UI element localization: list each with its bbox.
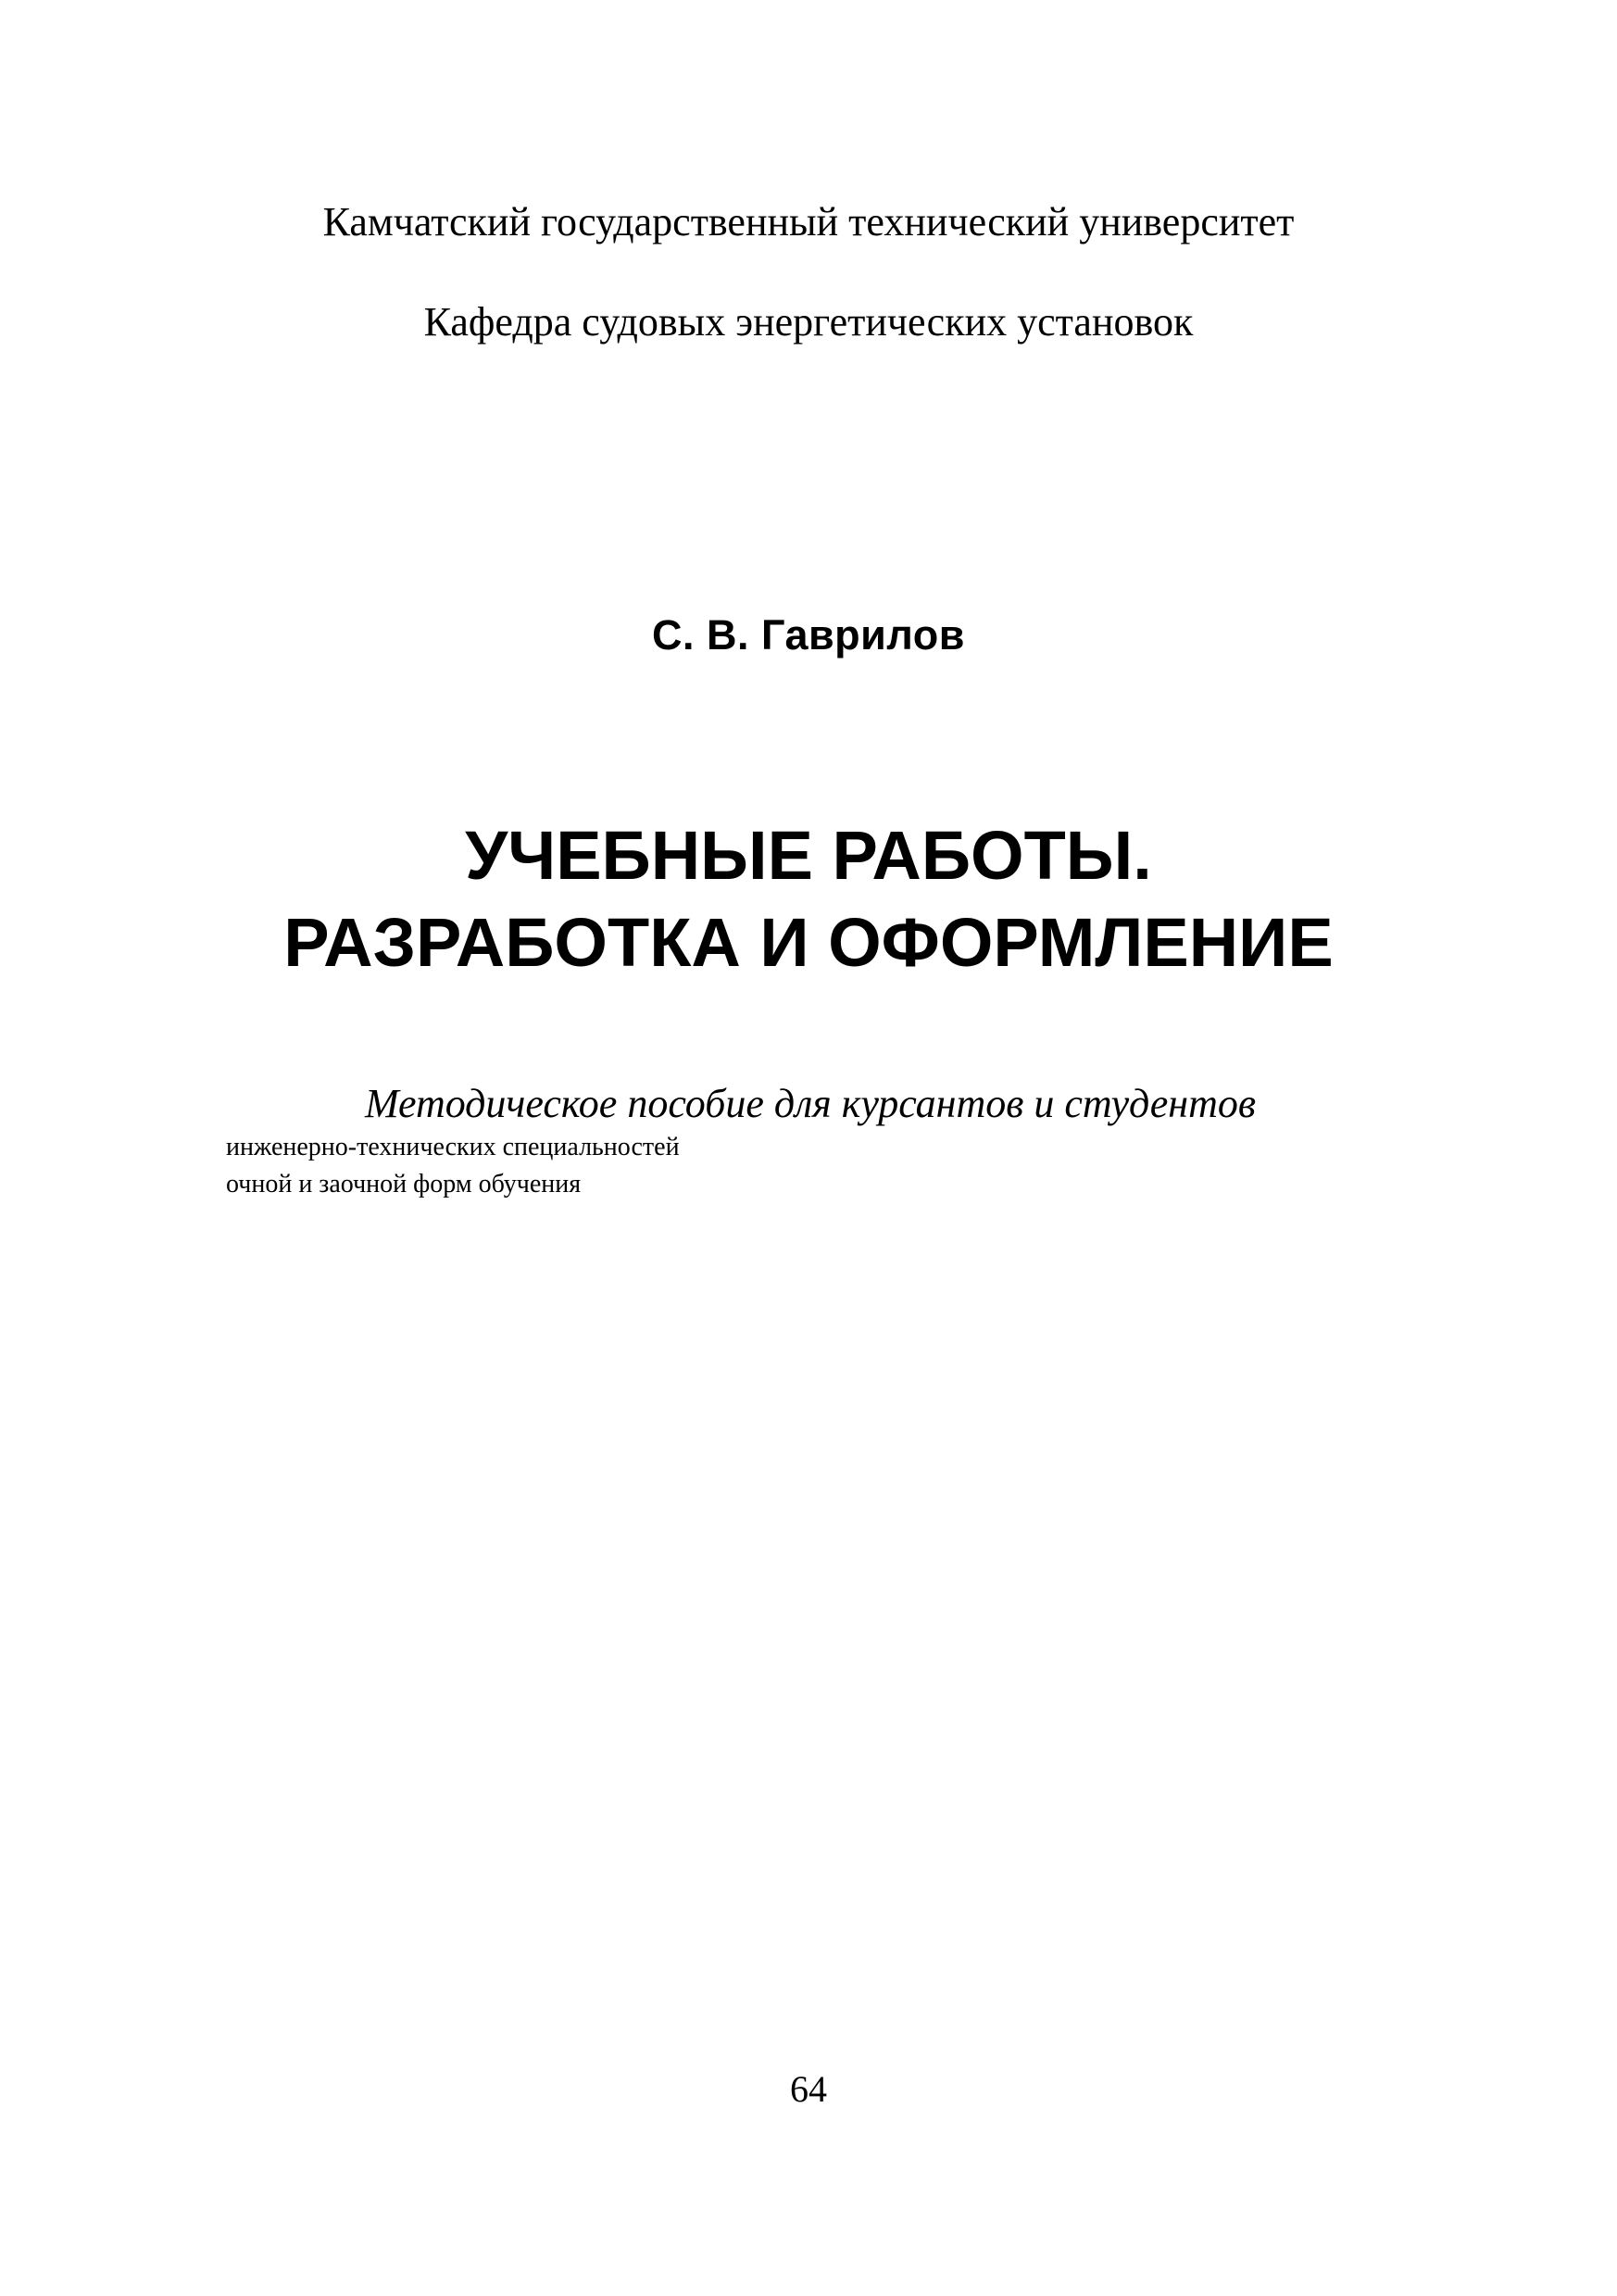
document-title-line-2: РАЗРАБОТКА И ОФОРМЛЕНИЕ [283, 904, 1334, 981]
document-title-line-1: УЧЕБНЫЕ РАБОТЫ. [465, 817, 1152, 894]
document-subtitle-main: Методическое пособие для курсантов и студентов [365, 1081, 1257, 1126]
university-name: Камчатский государственный технический университет [322, 199, 1295, 245]
document-subtitle-study-forms: очной и заочной форм обучения [226, 1170, 582, 1198]
page-number: 64 [790, 2068, 827, 2110]
document-subtitle-specialties: инженерно-технических специальностей [226, 1133, 680, 1161]
author-name: С. В. Гаврилов [652, 611, 965, 659]
department-name: Кафедра судовых энергетических установок [423, 299, 1194, 345]
